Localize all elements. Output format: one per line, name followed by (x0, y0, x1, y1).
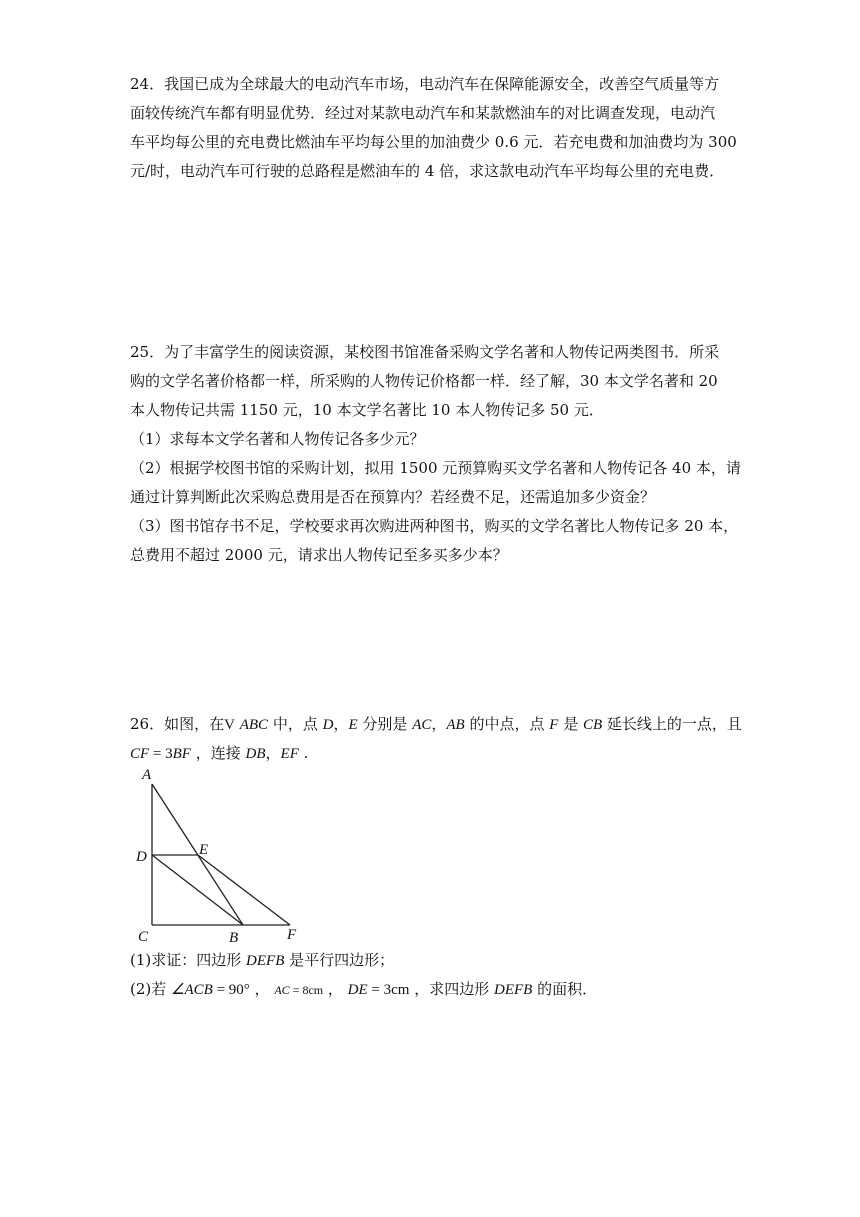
q25-subquestion-2-line-1: （2）根据学校图书馆的采购计划，拟用 1500 元预算购买文学名著和人物传记各 40 本，请 (130, 459, 741, 477)
q25-line-2: 购的文学名著价格都一样，所采购的人物传记价格都一样．经了解，30 本文学名著和 20 (130, 372, 718, 390)
label-d: D (136, 849, 147, 865)
geometry-figure (130, 764, 320, 948)
q26-text: 分别是 (357, 715, 413, 733)
q26-text: 是平行四边形； (284, 951, 395, 969)
math-bf: BF (172, 746, 191, 762)
q26-text: ， (265, 744, 281, 762)
q26-text: ， (333, 715, 349, 733)
math-e: E (348, 717, 358, 733)
q25-line-3: 本人物传记共需 1150 元，10 本文学名著比 10 本人物传记多 50 元． (130, 401, 604, 419)
math-ef: EF (280, 746, 299, 762)
q26-text: (1)求证：四边形 (130, 951, 247, 969)
math-angle-acb: ∠ACB (171, 982, 213, 998)
math-d: D (322, 717, 334, 733)
math-defb: DEFB (246, 953, 285, 969)
triangle-diagram (130, 764, 320, 944)
math-f: F (549, 717, 559, 733)
q26-subquestion-1 (130, 946, 740, 975)
math-ac: AC (412, 717, 432, 733)
q26-text: 的面积． (532, 980, 598, 998)
q26-subquestion-2 (130, 975, 740, 1004)
q26-text: ，求四边形 (409, 980, 494, 998)
q26-line-1 (130, 710, 740, 739)
q26-text: 延长线上的一点，且 (602, 715, 742, 733)
q26-text: ， (323, 980, 348, 998)
question-24 (130, 70, 740, 186)
q25-subquestion-3-line-2: 总费用不超过 2000 元，请求出人物传记至多买多少本？ (130, 546, 508, 564)
q26-text: ， (249, 980, 275, 998)
math-equals-3: = 3 (149, 746, 173, 762)
segment-db (152, 855, 243, 925)
q25-subquestion-2-line-2: 通过计算判断此次采购总费用是否在预算内？若经费不足，还需追加多少资金？ (130, 488, 656, 506)
math-90-degrees: = 90° (212, 982, 250, 998)
math-ab: AB (446, 717, 465, 733)
label-f: F (287, 927, 297, 943)
math-cb: CB (582, 717, 603, 733)
math-db: DB (245, 746, 266, 762)
question-26-subquestions (130, 946, 740, 1004)
question-26 (130, 710, 740, 768)
q25-subquestion-1: （1）求每本文学名著和人物传记各多少元？ (130, 430, 425, 448)
math-defb: DEFB (494, 982, 533, 998)
math-cf: CF (130, 746, 150, 762)
label-a: A (142, 767, 152, 783)
triangle-symbol: V (224, 717, 235, 733)
q24-line-4: 元/时，电动汽车可行驶的总路程是燃油车的 4 倍，求这款电动汽车平均每公里的充电费． (130, 162, 725, 180)
math-de-value: = 3cm (367, 982, 410, 998)
q26-text: (2)若 (130, 980, 172, 998)
q26-text: 的中点，点 (464, 715, 550, 733)
q26-text: 中，点 (268, 715, 323, 733)
q26-text: 是 (558, 715, 583, 733)
label-e: E (199, 842, 209, 858)
segment-ef (198, 855, 290, 925)
q24-line-1: 24．我国已成为全球最大的电动汽车市场，电动汽车在保障能源安全，改善空气质量等方 (130, 75, 720, 93)
math-abc: ABC (239, 717, 269, 733)
math-ac-value: = 8cm (289, 983, 324, 997)
q25-subquestion-3-line-1: （3）图书馆存书不足，学校要求再次购进两种图书，购买的文学名著比人物传记多 20 本， (130, 517, 739, 535)
q26-text: ，连接 (190, 744, 246, 762)
q26-text: ， (431, 715, 447, 733)
q24-line-3: 车平均每公里的充电费比燃油车平均每公里的加油费少 0.6 元．若充电费和加油费均为 300 (130, 133, 737, 151)
q26-text: . (298, 744, 309, 762)
math-de: DE (347, 982, 368, 998)
label-b: B (229, 930, 239, 944)
math-ac: AC (274, 983, 290, 997)
question-25 (130, 338, 740, 570)
q25-line-1: 25．为了丰富学生的阅读资源，某校图书馆准备采购文学名著和人物传记两类图书．所采 (130, 343, 720, 361)
label-c: C (138, 929, 149, 944)
q26-text: 26．如图，在 (130, 715, 225, 733)
q24-line-2: 面较传统汽车都有明显优势．经过对某款电动汽车和某款燃油车的对比调查发现，电动汽 (130, 104, 716, 122)
